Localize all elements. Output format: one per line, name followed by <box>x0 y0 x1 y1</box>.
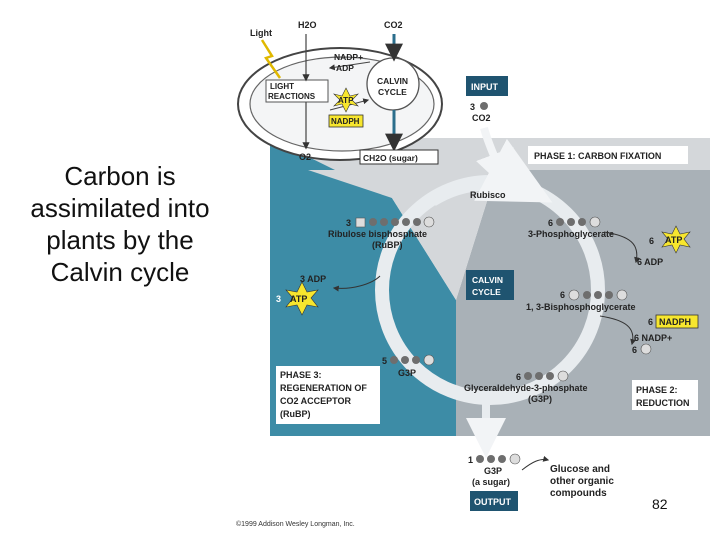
chloroplast-calvin-2: CYCLE <box>378 87 407 97</box>
atp-3-count: 3 <box>276 294 282 304</box>
output-g3p: G3P <box>484 466 503 476</box>
chloroplast-inset <box>238 20 442 164</box>
phase-2-line-2: REDUCTION <box>636 398 690 408</box>
o2-label: O2 <box>299 152 312 162</box>
nadp-label: 6 NADP+ <box>634 333 673 343</box>
glucose-line-3: compounds <box>550 488 607 499</box>
atp-6-label: ATP <box>665 235 683 245</box>
output-bead-3 <box>498 455 506 463</box>
phase-3-line-1: PHASE 3: <box>280 370 322 380</box>
chloroplast-atp: ATP <box>338 96 354 105</box>
light-label: Light <box>250 28 272 38</box>
caption-line-3: plants by the <box>46 225 194 255</box>
copyright-note: ©1999 Addison Wesley Longman, Inc. <box>236 521 355 528</box>
output-bead-2 <box>487 455 495 463</box>
nadph-label: NADPH <box>659 317 692 327</box>
ch2o-label: CH2O (sugar) <box>363 153 418 163</box>
bpg-count: 6 <box>560 290 566 300</box>
nadph-count: 6 <box>648 317 654 327</box>
page-number: 82 <box>652 496 668 512</box>
phase-1-label: PHASE 1: CARBON FIXATION <box>534 151 662 161</box>
glucose-line-2: other organic <box>550 476 614 487</box>
adp-3-label: 3 ADP <box>300 274 327 284</box>
pga-label: 3-Phosphoglycerate <box>528 229 615 239</box>
nadp-label: NADP+ <box>334 52 364 62</box>
input-carbon-bead <box>480 102 488 110</box>
chloroplast-calvin-1: CALVIN <box>377 76 409 86</box>
center-label-2: CYCLE <box>472 287 501 297</box>
phase-3-line-4: (RuBP) <box>280 409 311 419</box>
input-molecule: CO2 <box>472 113 491 123</box>
phase-2-line-1: PHASE 2: <box>636 385 678 395</box>
co2-top-label: CO2 <box>384 20 403 30</box>
glucose-arrow <box>522 459 548 470</box>
light-reactions-label-2: REACTIONS <box>268 92 316 101</box>
bpg-molecule <box>569 290 627 300</box>
pga-count: 6 <box>548 218 554 228</box>
output-label: OUTPUT <box>474 497 511 507</box>
light-reactions-label-1: LIGHT <box>270 82 294 91</box>
caption-line-4: Calvin cycle <box>50 257 190 287</box>
pi-bead <box>641 344 651 354</box>
rubp-name: Ribulose bisphosphate <box>328 229 428 239</box>
adp-6-label: 6 ADP <box>637 257 664 267</box>
atp-6-count: 6 <box>649 236 655 246</box>
chloroplast-nadph: NADPH <box>331 117 360 126</box>
adp-label: ADP <box>336 63 354 73</box>
caption-line-1: Carbon is <box>64 161 176 191</box>
atp-3-label: ATP <box>290 294 308 304</box>
g3p-left-count: 5 <box>382 356 388 366</box>
g3p-right-count: 6 <box>516 372 522 382</box>
output-bead-1 <box>476 455 484 463</box>
glucose-line-1: Glucose and <box>550 464 611 475</box>
phase-3-line-3: CO2 ACCEPTOR <box>280 396 352 406</box>
caption-line-2: assimilated into <box>30 193 210 223</box>
center-label-1: CALVIN <box>472 275 504 285</box>
h2o-label: H2O <box>298 20 317 30</box>
g3p-name: Glyceraldehyde-3-phosphate <box>464 383 588 393</box>
output-count: 1 <box>468 455 474 465</box>
rubisco-label: Rubisco <box>470 190 506 200</box>
phase-3-line-2: REGENERATION OF <box>280 383 367 393</box>
input-label: INPUT <box>471 82 498 92</box>
input-count: 3 <box>470 102 476 112</box>
rubp-abbr: (RuBP) <box>372 240 403 250</box>
g3p-abbr: (G3P) <box>528 394 553 404</box>
output-sugar: (a sugar) <box>472 477 511 487</box>
output-phosphate-bead <box>510 454 520 464</box>
pi-count: 6 <box>632 345 638 355</box>
g3p-left-label: G3P <box>398 368 417 378</box>
rubp-count: 3 <box>346 218 352 228</box>
bpg-label: 1, 3-Bisphosphoglycerate <box>526 302 636 312</box>
